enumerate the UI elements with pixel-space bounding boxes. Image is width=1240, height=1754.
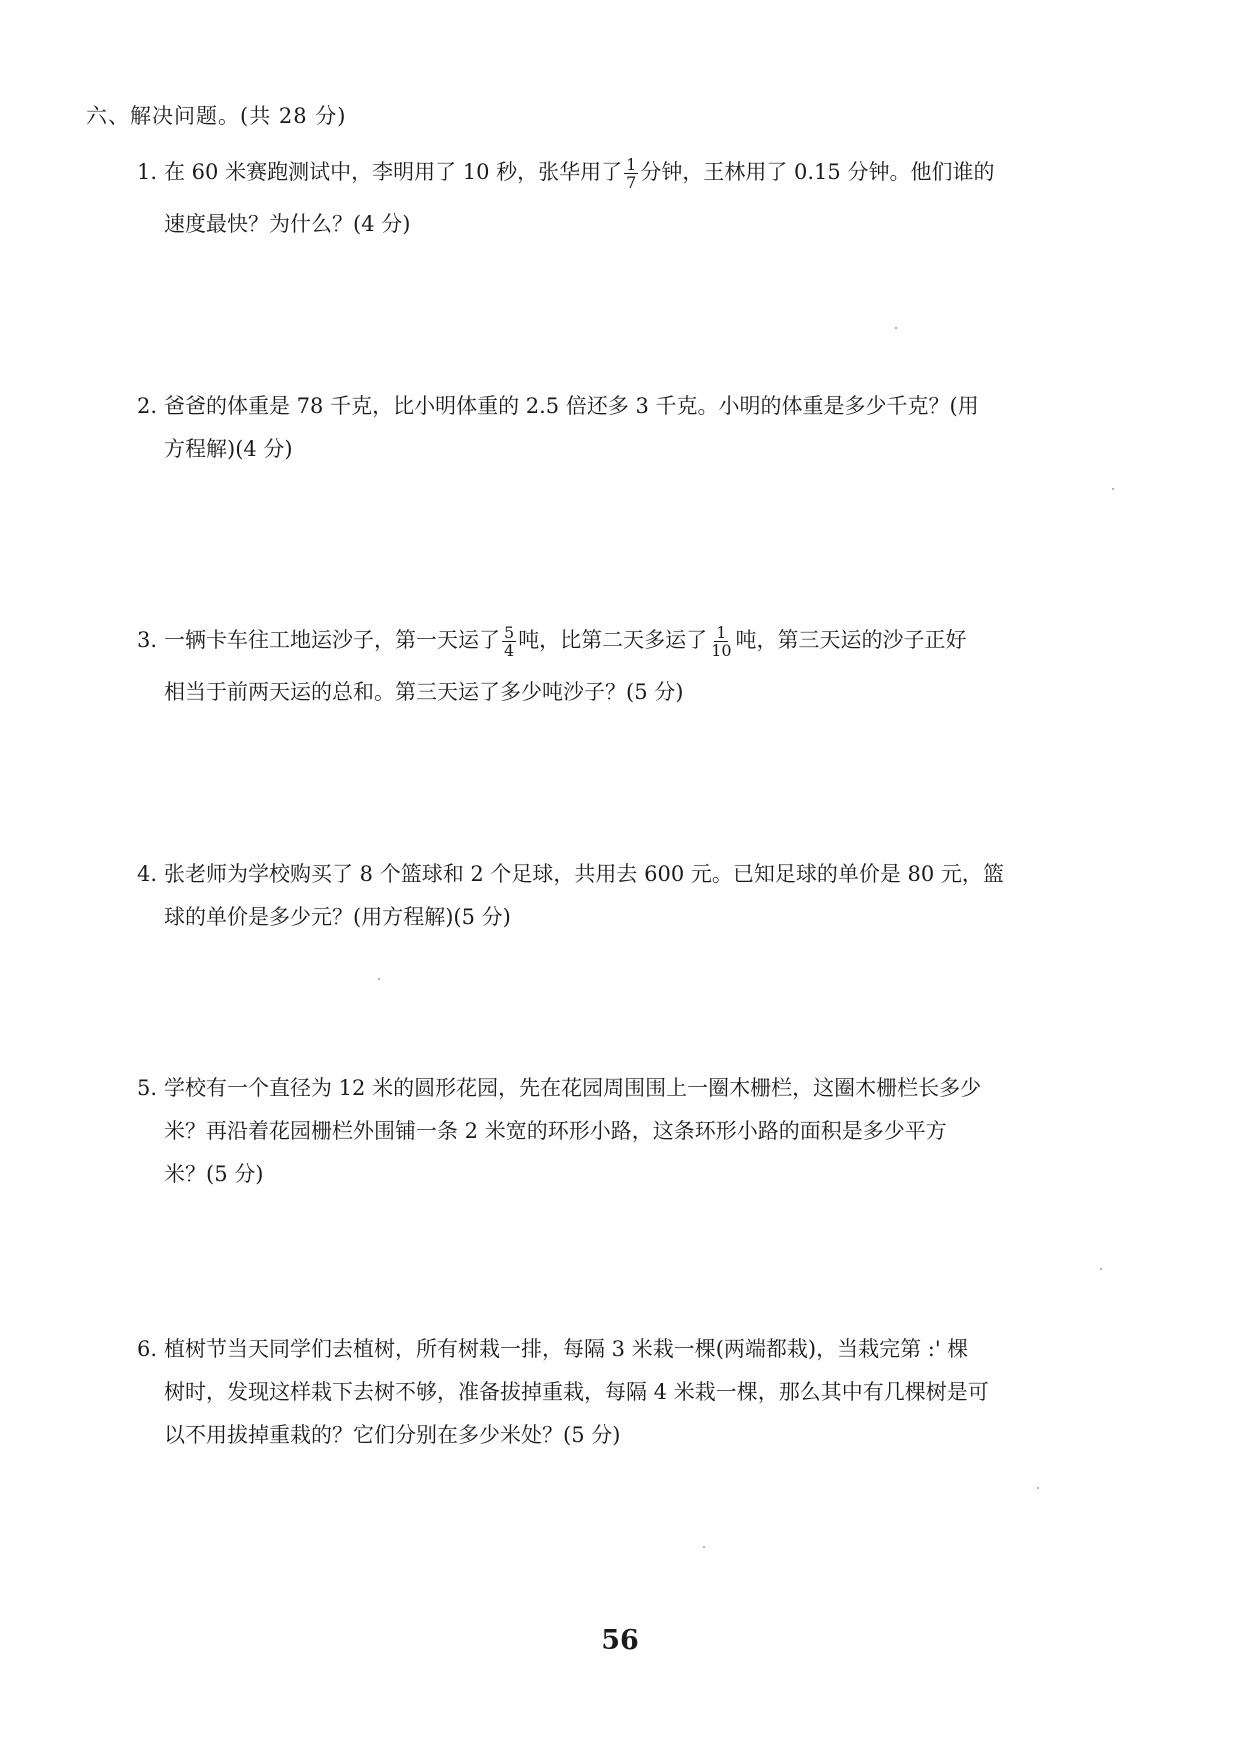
problem-3-number: 3. [137, 628, 158, 652]
fraction: $\frac{1}{7}$ [626, 155, 637, 192]
scan-speck [895, 327, 897, 329]
fraction: $\frac{5}{4}$ [504, 623, 515, 660]
problem-2-line-1: 2. 爸爸的体重是 78 千克，比小明体重的 2.5 倍还多 3 千克。小明的体重是多少千克？(用 [137, 385, 1147, 428]
problem-3-line-1: 3. 一辆卡车往工地运沙子，第一天运了 $\frac{5}{4}$ 吨，比第二天多运了 $\frac{1}{10}$ 吨，第三天运的沙子正好 [137, 614, 1147, 666]
problem-6 [137, 1328, 1147, 1457]
problem-2 [137, 385, 1147, 471]
problem-6-number: 6. [137, 1337, 158, 1361]
problem-5-line-2: 米？再沿着花园栅栏外围铺一条 2 米宽的环形小路，这条环形小路的面积是多少平方 [164, 1119, 947, 1143]
problem-1-number: 1. [137, 160, 158, 184]
problem-4 [137, 853, 1147, 939]
section-heading: 六、解决问题。(共 28 分) [86, 104, 347, 128]
scan-speck [1100, 1268, 1102, 1270]
problem-6-line-1: 6. 植树节当天同学们去植树，所有树栽一排，每隔 3 米栽一棵(两端都栽)，当栽完第 :' 棵 [137, 1328, 1147, 1371]
problem-3 [137, 614, 1147, 718]
problem-6-line-3: 以不用拔掉重栽的？它们分别在多少米处？(5 分) [164, 1423, 621, 1447]
problem-2-line-2: 方程解)(4 分) [164, 437, 293, 461]
problem-3-line-2: 相当于前两天运的总和。第三天运了多少吨沙子？(5 分) [164, 680, 684, 704]
problem-1-line-1: 1. 在 60 米赛跑测试中，李明用了 10 秒，张华用了 $\frac{1}{7}$ 分钟，王林用了 0.15 分钟。他们谁的 [137, 146, 1147, 198]
scan-speck [703, 1546, 705, 1548]
problem-5-line-1: 5. 学校有一个直径为 12 米的圆形花园，先在花园周围围上一圈木栅栏，这圈木栅栏长多少 [137, 1067, 1147, 1110]
problem-5-number: 5. [137, 1076, 158, 1100]
scan-speck [1037, 1487, 1039, 1489]
fraction: $\frac{1}{10}$ [711, 623, 732, 660]
problem-4-number: 4. [137, 862, 158, 886]
problem-5 [137, 1067, 1147, 1196]
scan-speck [1112, 488, 1114, 490]
scan-speck [378, 978, 380, 980]
problem-6-line-2: 树时，发现这样栽下去树不够，准备拔掉重栽，每隔 4 米栽一棵，那么其中有几棵树是可 [164, 1380, 989, 1404]
problem-5-line-3: 米？(5 分) [164, 1162, 264, 1186]
problem-1 [137, 146, 1147, 250]
problem-4-line-1: 4. 张老师为学校购买了 8 个篮球和 2 个足球，共用去 600 元。已知足球的单价是 80 元，篮 [137, 853, 1147, 896]
problem-2-number: 2. [137, 394, 158, 418]
problem-4-line-2: 球的单价是多少元？(用方程解)(5 分) [164, 905, 511, 929]
page-number: 56 [601, 1625, 639, 1656]
problem-1-line-2: 速度最快？为什么？(4 分) [164, 212, 411, 236]
